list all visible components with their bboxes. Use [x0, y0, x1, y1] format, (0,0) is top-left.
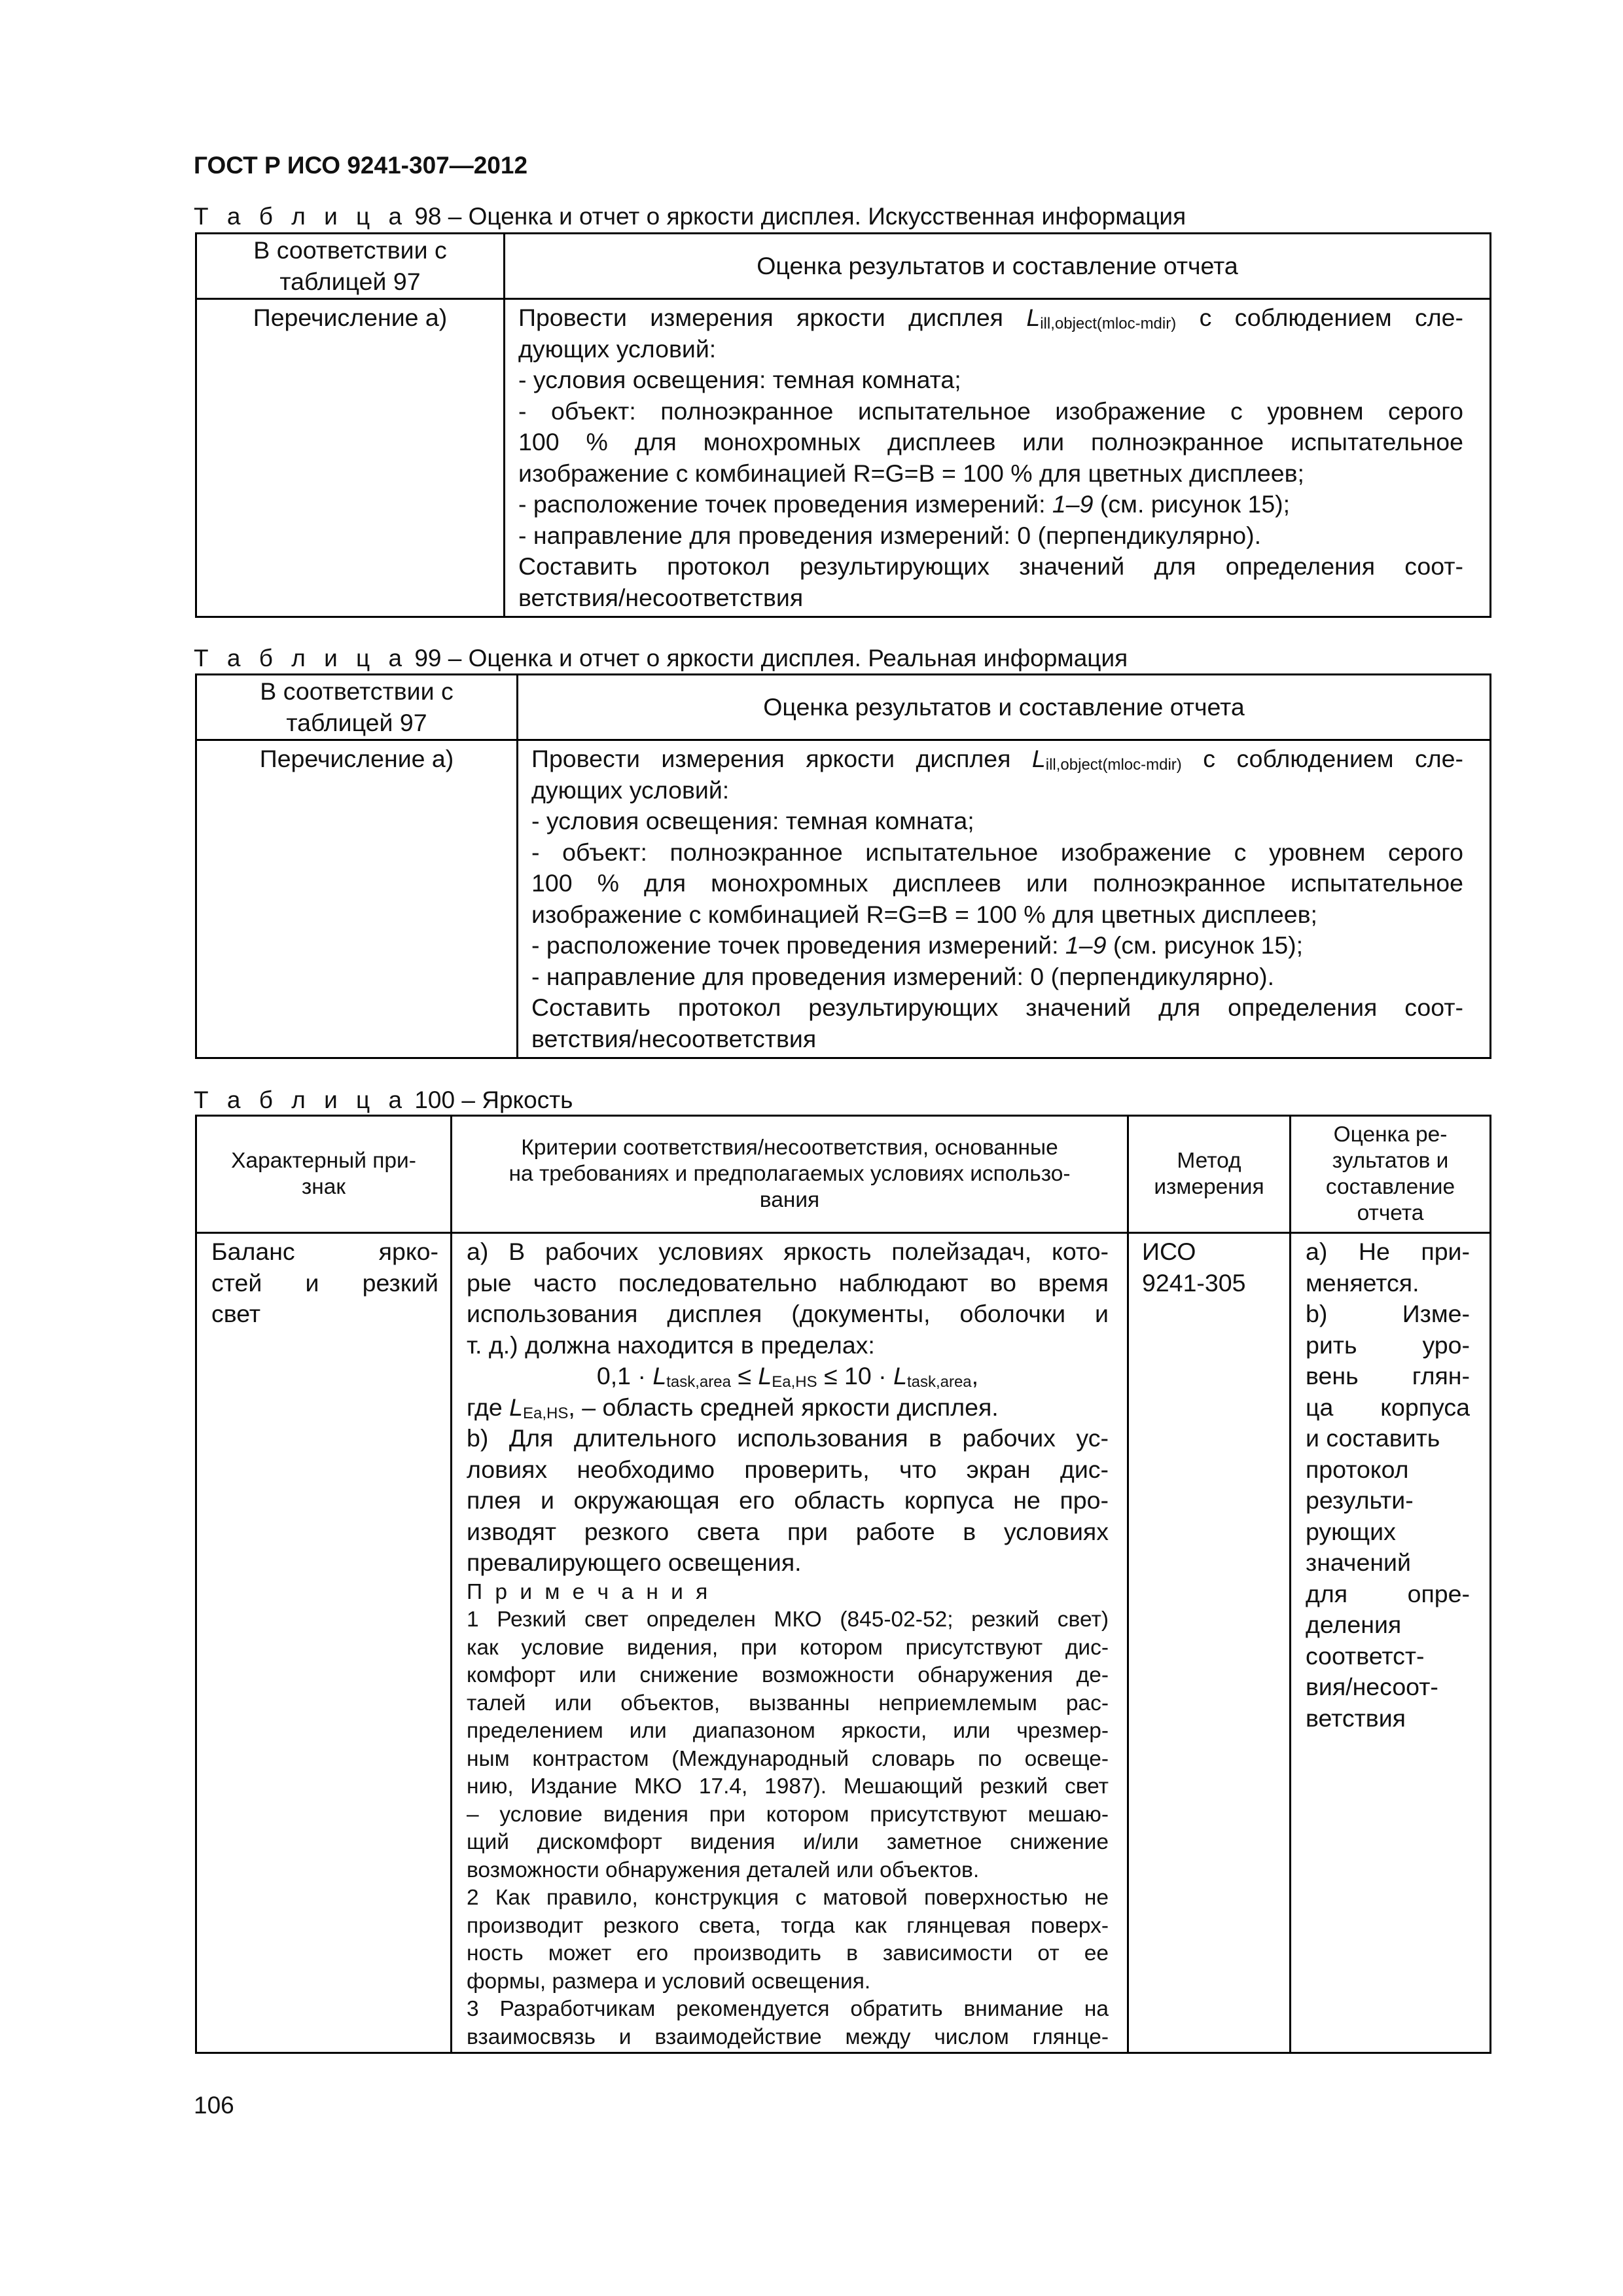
header-line: на требованиях и предполагаемых условиях использо-	[508, 1162, 1071, 1186]
table-98-caption	[194, 203, 1186, 230]
note-line: формы, размера и условий освещения.	[467, 1969, 871, 1994]
note-line: 2 Как правило, конструкция с матовой поверхностью не	[467, 1886, 1109, 1910]
formula-part: ,	[971, 1362, 979, 1390]
text-line: использования дисплея (документы, оболочки и	[467, 1300, 1109, 1327]
text-line: 9241-305	[1142, 1268, 1246, 1297]
formula-part: ≤	[730, 1362, 758, 1390]
table-98-col2-header: Оценка результатов и составление отчета	[505, 234, 1491, 299]
subscript: ill,object(mloc-mdir)	[1040, 315, 1177, 332]
table-100	[195, 1115, 1491, 2054]
table-100-evaluation-cell	[1291, 1233, 1491, 2053]
text-line: ветствия/несоответствия	[531, 1024, 817, 1052]
text-line: ловиях необходимо проверить, что экран дис-	[467, 1455, 1109, 1483]
notes-title: П р и м е ч а н и я	[467, 1579, 711, 1604]
note-line: талей или объектов, вызванны неприемлемым рас-	[467, 1691, 1109, 1715]
formula-part: ≤ 10 ·	[817, 1362, 894, 1390]
text-fragment: Провести измерения яркости дисплея	[531, 745, 1011, 772]
caption-word: Т а б л и ц а	[194, 645, 408, 672]
text-line: рующих	[1306, 1517, 1396, 1545]
page-number: 106	[194, 2092, 234, 2119]
text-fragment: (см. рисунок 15);	[1099, 490, 1291, 518]
note-line: ным контрастом (Международный словарь по освеще-	[467, 1746, 1109, 1771]
table-99-row-text	[518, 740, 1491, 1058]
text-line: протокол	[1306, 1455, 1409, 1483]
variable-L: L	[652, 1362, 667, 1390]
text-line: меняется.	[1306, 1268, 1419, 1297]
text-line: - условия освещения: темная комната;	[518, 366, 961, 393]
table-100-method-cell	[1128, 1233, 1291, 2053]
text-line: рые часто последовательно наблюдают во время	[467, 1268, 1109, 1297]
text-line: ИСО	[1142, 1238, 1196, 1265]
caption-word: Т а б л и ц а	[194, 1086, 408, 1113]
header-line: измерения	[1154, 1175, 1264, 1199]
text-line: b) Изме-	[1306, 1300, 1470, 1327]
header-line: таблицей 97	[286, 708, 427, 736]
text-fragment: - расположение точек проведения измерений:	[518, 490, 1046, 518]
text-line: плея и окружающая его область корпуса не про-	[467, 1486, 1109, 1514]
caption-text: 98 – Оценка и отчет о яркости дисплея. Искусственная информация	[414, 203, 1186, 230]
subscript: task,area	[906, 1373, 972, 1391]
table-100-header-evaluation	[1291, 1116, 1491, 1233]
text-line: для опре-	[1306, 1579, 1470, 1607]
table-98	[195, 232, 1491, 618]
text-line: b) Для длительного использования в рабочих ус-	[467, 1424, 1109, 1452]
table-98-row-label: Перечисление а)	[196, 299, 505, 617]
text-line: ветствия	[1306, 1704, 1406, 1732]
caption-word: Т а б л и ц а	[194, 203, 408, 230]
table-98-col1-header	[196, 234, 505, 299]
text-line: рить уро-	[1306, 1331, 1470, 1359]
text-line: - условия освещения: темная комната;	[531, 807, 974, 834]
text-line: изображение с комбинацией R=G=B = 100 % для цветных дисплеев;	[531, 900, 1317, 928]
header-line: знак	[301, 1175, 346, 1199]
note-line: щий дискомфорт видения и/или заметное снижение	[467, 1830, 1109, 1854]
text-line: а) Не при-	[1306, 1238, 1470, 1265]
text-line: т. д.) должна находится в пределах:	[467, 1331, 875, 1359]
text-line: - объект: полноэкранное испытательное изображение с уровнем серого	[531, 838, 1463, 866]
table-99-row-label: Перечисление а)	[196, 740, 518, 1058]
table-99	[195, 673, 1491, 1059]
text-fragment: (см. рисунок 15);	[1113, 931, 1304, 959]
text-line: - объект: полноэкранное испытательное изображение с уровнем серого	[518, 397, 1463, 425]
table-100-feature-cell	[196, 1233, 452, 2053]
note-line: пределением или диапазоном яркости, или чрезмер-	[467, 1719, 1109, 1743]
text-line: свет	[211, 1300, 261, 1327]
variable-L: L	[758, 1362, 772, 1390]
luminance-formula	[467, 1361, 1109, 1392]
text-fragment: - расположение точек проведения измерений:	[531, 931, 1059, 959]
table-100-header-criteria	[452, 1116, 1128, 1233]
subscript: ill,object(mloc-mdir)	[1045, 756, 1182, 774]
text-line	[531, 930, 1463, 961]
text-line: 100 % для монохромных дисплеев или полноэкранное испытательное	[518, 428, 1463, 456]
text-line: дующих условий:	[518, 334, 717, 363]
header-line: зультатов и	[1332, 1149, 1449, 1173]
text-fragment: где	[467, 1393, 510, 1421]
points-range: 1–9	[1065, 931, 1107, 959]
text-line: результи-	[1306, 1486, 1414, 1514]
text-line: 100 % для монохромных дисплеев или полноэкранное испытательное	[531, 869, 1463, 897]
note-line: 3 Разработчикам рекомендуется обратить внимание на	[467, 1997, 1109, 2021]
header-line: составление	[1325, 1175, 1455, 1199]
header-line: отчета	[1357, 1201, 1424, 1225]
text-line: - направление для проведения измерений: 0 (перпендикулярно).	[531, 962, 1275, 990]
text-line: вень глян-	[1306, 1362, 1470, 1390]
variable-L: L	[893, 1362, 907, 1390]
table-99-col2-header: Оценка результатов и составление отчета	[518, 675, 1491, 740]
text-line: изводят резкого света при работе в условиях	[467, 1517, 1109, 1545]
subscript: Ea,HS	[772, 1373, 817, 1391]
header-line: Характерный при-	[231, 1149, 416, 1173]
note-line: – условие видения при котором присутствуют мешаю-	[467, 1802, 1109, 1827]
variable-L: L	[1031, 745, 1046, 772]
header-line: таблицей 97	[279, 267, 421, 295]
text-line: - направление для проведения измерений: 0 (перпендикулярно).	[518, 521, 1262, 549]
note-line: как условие видения, при котором присутствуют дис-	[467, 1635, 1109, 1660]
table-99-caption	[194, 645, 1128, 672]
document-header: ГОСТ Р ИСО 9241-307—2012	[194, 152, 528, 179]
header-line: Метод	[1177, 1149, 1241, 1173]
notes-block	[467, 1579, 1109, 2052]
note-line: возможности обнаружения деталей или объектов.	[467, 1857, 980, 1882]
text-line: соответст-	[1306, 1641, 1425, 1670]
text-fragment: с соблюдением сле-	[1203, 745, 1463, 772]
text-line: деления	[1306, 1611, 1402, 1638]
note-line: нию, Издание МКО 17.4, 1987). Мешающий резкий свет	[467, 1774, 1109, 1799]
text-line: ветствия/несоответствия	[518, 583, 804, 611]
text-line: превалирующего освещения.	[467, 1549, 802, 1576]
note-line: ность может его производить в зависимости от ее	[467, 1941, 1109, 1965]
subscript: Ea,HS	[523, 1404, 569, 1422]
text-line	[518, 489, 1463, 520]
text-line	[531, 744, 1463, 775]
text-line: дующих условий:	[531, 776, 730, 804]
text-line: значений	[1306, 1549, 1411, 1576]
note-line: производит резкого света, тогда как глянцевая поверх-	[467, 1913, 1109, 1938]
caption-text: 99 – Оценка и отчет о яркости дисплея. Реальная информация	[414, 645, 1128, 672]
note-line: взаимосвязь и взаимодействие между числом глянце-	[467, 2024, 1109, 2049]
note-line: 1 Резкий свет определен МКО (845-02-52; резкий свет)	[467, 1607, 1109, 1632]
table-100-header-feature	[196, 1116, 452, 1233]
variable-L: L	[509, 1393, 524, 1421]
text-line: Составить протокол результирующих значений для определения соот-	[518, 552, 1463, 580]
text-line: и составить	[1306, 1424, 1440, 1452]
text-line	[518, 302, 1463, 334]
note-line: комфорт или снижение возможности обнаружения де-	[467, 1663, 1109, 1687]
text-line: Баланс ярко-	[211, 1238, 438, 1265]
table-99-col1-header	[196, 675, 518, 740]
text-fragment: с соблюдением сле-	[1199, 304, 1464, 331]
table-98-row-text	[505, 299, 1491, 617]
header-line: В соответствии с	[260, 677, 454, 705]
points-range: 1–9	[1052, 490, 1094, 518]
header-line: Критерии соответствия/несоответствия, основанные	[521, 1136, 1058, 1160]
text-line: стей и резкий	[211, 1268, 438, 1297]
text-fragment: , – область средней яркости дисплея.	[568, 1393, 999, 1421]
table-100-header-method	[1128, 1116, 1291, 1233]
table-100-caption	[194, 1086, 573, 1114]
text-line: Составить протокол результирующих значений для определения соот-	[531, 994, 1463, 1021]
text-fragment: Провести измерения яркости дисплея	[518, 304, 1003, 331]
text-line: вия/несоот-	[1306, 1673, 1438, 1700]
table-100-criteria-cell	[452, 1233, 1128, 2053]
text-line	[467, 1392, 1109, 1424]
formula-part: 0,1 ·	[596, 1362, 653, 1390]
subscript: task,area	[666, 1373, 731, 1391]
text-line: а) В рабочих условиях яркость полейзадач, кото-	[467, 1238, 1109, 1265]
header-line: вания	[759, 1188, 820, 1212]
text-line: ца корпуса	[1306, 1393, 1470, 1421]
header-line: Оценка ре-	[1333, 1122, 1448, 1147]
variable-L: L	[1026, 304, 1041, 331]
text-line: изображение с комбинацией R=G=B = 100 % для цветных дисплеев;	[518, 459, 1304, 487]
caption-text: 100 – Яркость	[414, 1086, 573, 1113]
header-line: В соответствии с	[253, 236, 447, 264]
